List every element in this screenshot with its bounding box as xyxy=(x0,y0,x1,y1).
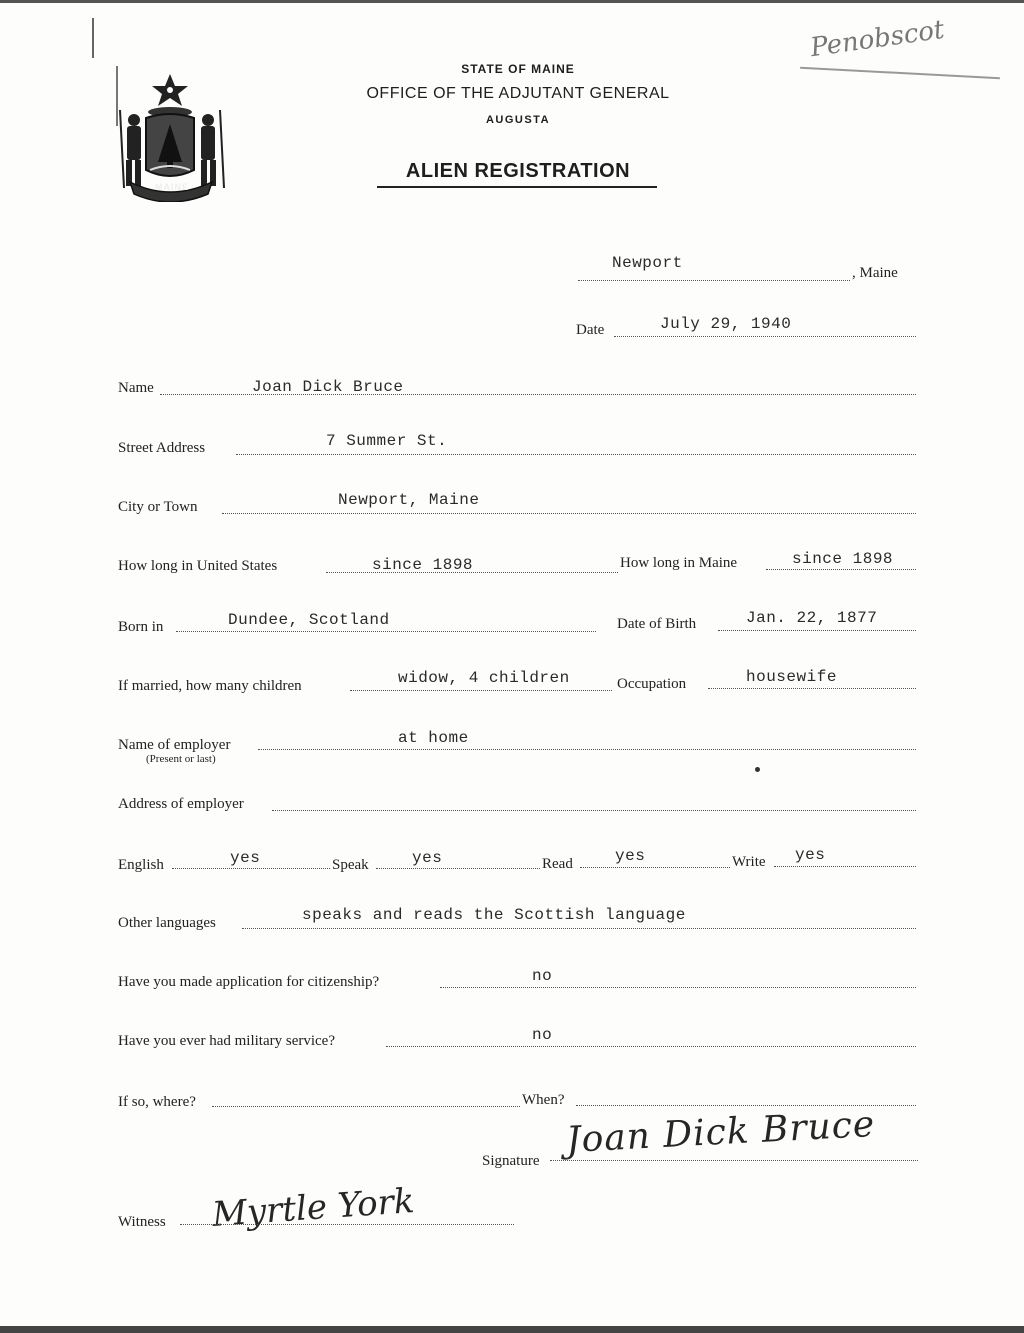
read-label: Read xyxy=(542,856,573,872)
maine-duration-value: since 1898 xyxy=(792,550,894,568)
date-value: July 29, 1940 xyxy=(660,315,792,333)
citizenship-value: no xyxy=(532,967,553,985)
street-line xyxy=(236,454,916,455)
employer-address-label: Address of employer xyxy=(118,796,244,812)
us-duration-label: How long in United States xyxy=(118,558,278,574)
birth-date-label: Date of Birth xyxy=(617,616,697,632)
english-value: yes xyxy=(230,849,261,867)
date-label: Date xyxy=(576,322,605,338)
where-label: If so, where? xyxy=(118,1094,196,1110)
military-value: no xyxy=(532,1026,553,1044)
birth-date-line xyxy=(718,630,916,631)
read-value: yes xyxy=(615,847,646,865)
citizenship-label: Have you made application for citizenship? xyxy=(118,974,380,990)
speak-value: yes xyxy=(412,849,443,867)
county-note: Penobscot xyxy=(808,14,947,64)
write-value: yes xyxy=(795,846,826,864)
seal-banner-text: MAINE xyxy=(155,182,189,192)
military-line xyxy=(386,1046,916,1047)
city-heading: AUGUSTA xyxy=(485,114,551,126)
scan-edge-left-mark xyxy=(92,18,94,58)
citizenship-line xyxy=(440,987,916,988)
children-label: If married, how many children xyxy=(118,678,302,694)
when-label: When? xyxy=(522,1092,565,1108)
witness-value: Myrtle York xyxy=(210,1180,416,1236)
us-duration-value: since 1898 xyxy=(372,556,474,574)
state-seal xyxy=(112,70,230,202)
form-title: ALIEN REGISTRATION xyxy=(405,160,631,182)
military-label: Have you ever had military service? xyxy=(118,1033,335,1049)
birth-date-value: Jan. 22, 1877 xyxy=(746,609,878,627)
form-title-underline xyxy=(377,186,657,188)
us-duration-line xyxy=(326,572,618,573)
other-languages-label: Other languages xyxy=(118,915,216,931)
occupation-line xyxy=(708,688,916,689)
city-value: Newport, Maine xyxy=(338,491,480,509)
maine-label: , Maine xyxy=(852,265,898,281)
name-line xyxy=(160,394,916,395)
town-value: Newport xyxy=(612,254,683,272)
state-heading: STATE OF MAINE xyxy=(461,62,575,76)
town-line xyxy=(578,280,850,281)
scan-edge-bottom xyxy=(0,1326,1024,1333)
scan-edge-left-mark-2 xyxy=(116,66,118,126)
scan-edge-top xyxy=(0,0,1024,3)
maine-duration-label: How long in Maine xyxy=(620,555,738,571)
occupation-value: housewife xyxy=(746,668,837,686)
office-heading: OFFICE OF THE ADJUTANT GENERAL xyxy=(366,85,670,102)
where-line xyxy=(212,1106,520,1107)
english-label: English xyxy=(118,857,164,873)
other-languages-value: speaks and reads the Scottish language xyxy=(302,906,686,924)
born-in-label: Born in xyxy=(118,619,164,635)
speak-label: Speak xyxy=(332,857,369,873)
born-in-line xyxy=(176,631,596,632)
born-in-value: Dundee, Scotland xyxy=(228,611,390,629)
other-languages-line xyxy=(242,928,916,929)
city-label: City or Town xyxy=(118,499,198,515)
signature-value: Joan Dick Bruce xyxy=(565,1103,877,1162)
witness-line xyxy=(180,1224,514,1225)
signature-line xyxy=(550,1160,918,1161)
employer-value: at home xyxy=(398,729,469,747)
employer-line xyxy=(258,749,916,750)
name-value: Joan Dick Bruce xyxy=(252,378,404,396)
name-label: Name xyxy=(118,380,154,396)
occupation-label: Occupation xyxy=(617,676,687,692)
employer-sublabel: (Present or last) xyxy=(146,753,216,765)
write-label: Write xyxy=(732,854,766,870)
street-value: 7 Summer St. xyxy=(326,432,448,450)
date-line xyxy=(614,336,916,337)
english-line xyxy=(172,868,330,869)
signature-label: Signature xyxy=(482,1153,540,1169)
employer-address-line xyxy=(272,810,916,811)
maine-duration-line xyxy=(766,569,916,570)
street-label: Street Address xyxy=(118,440,206,456)
children-line xyxy=(350,690,612,691)
county-note-line xyxy=(800,67,1000,79)
children-value: widow, 4 children xyxy=(398,669,570,687)
speak-line xyxy=(376,868,540,869)
witness-label: Witness xyxy=(118,1214,166,1230)
city-line xyxy=(222,513,916,514)
write-line xyxy=(774,866,916,867)
ink-dot xyxy=(755,767,760,772)
employer-label: Name of employer xyxy=(118,737,231,753)
read-line xyxy=(580,867,730,868)
